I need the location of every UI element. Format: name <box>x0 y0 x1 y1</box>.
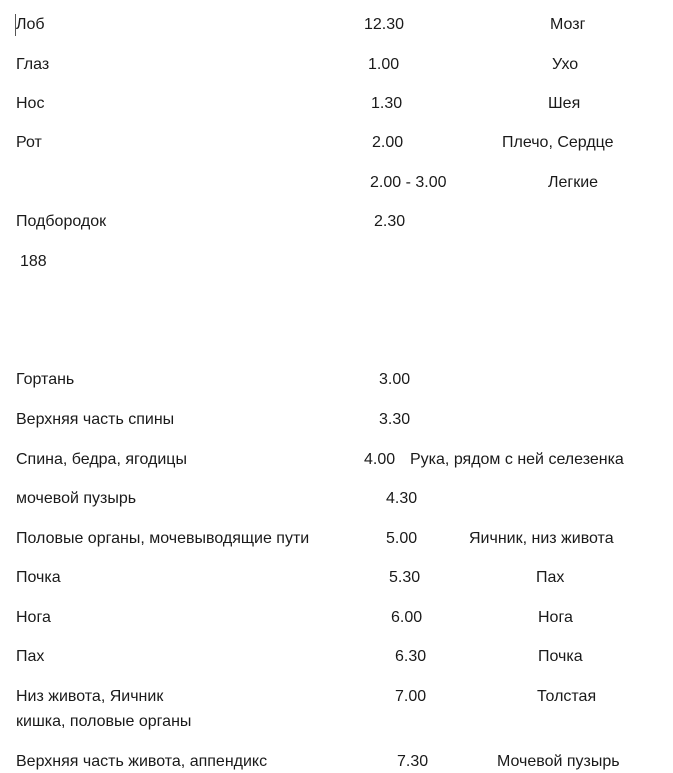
body-part-label: Подбородок <box>16 213 107 230</box>
time-value: 1.30 <box>371 95 403 112</box>
organ-label: Нога <box>538 609 573 626</box>
body-part-label: Нос <box>16 95 45 112</box>
time-value: 5.00 <box>386 530 418 547</box>
time-value: 3.30 <box>379 411 411 428</box>
organ-label: Почка <box>538 648 583 665</box>
body-part-label: Лоб <box>16 16 45 33</box>
time-value: 5.30 <box>389 569 421 586</box>
time-value: 1.00 <box>368 56 400 73</box>
body-part-label: Верхняя часть живота, аппендикс <box>16 753 268 770</box>
body-part-label: Пах <box>16 648 45 665</box>
body-part-label: Глаз <box>16 56 50 73</box>
time-value: 12.30 <box>364 16 405 33</box>
page-number: 188 <box>20 253 47 270</box>
time-value: 4.30 <box>386 490 418 507</box>
organ-label: Рука, рядом с ней селезенка <box>410 451 624 468</box>
body-part-label: мочевой пузырь <box>16 490 137 507</box>
time-value: 2.00 <box>372 134 404 151</box>
body-part-label: Нога <box>16 609 51 626</box>
organ-label: Пах <box>536 569 565 586</box>
body-part-label-continued: кишка, половые органы <box>16 713 192 730</box>
organ-label: Плечо, Сердце <box>502 134 614 151</box>
body-part-label: Гортань <box>16 371 75 388</box>
time-value: 4.00 <box>364 451 396 468</box>
body-part-label: Спина, бедра, ягодицы <box>16 451 187 468</box>
organ-label: Толстая <box>537 688 597 705</box>
time-value: 2.30 <box>374 213 406 230</box>
organ-label: Мочевой пузырь <box>497 753 620 770</box>
time-value: 7.30 <box>397 753 429 770</box>
body-part-label: Рот <box>16 134 42 151</box>
organ-label: Мозг <box>550 16 586 33</box>
organ-label: Легкие <box>548 174 599 191</box>
organ-label: Ухо <box>552 56 579 73</box>
body-part-label: Половые органы, мочевыводящие пути <box>16 530 310 547</box>
body-part-label: Верхняя часть спины <box>16 411 175 428</box>
time-value: 7.00 <box>395 688 427 705</box>
organ-label: Яичник, низ живота <box>469 530 614 547</box>
body-part-label: Почка <box>16 569 61 586</box>
time-value: 6.30 <box>395 648 427 665</box>
body-part-label: Низ живота, Яичник <box>16 688 164 705</box>
time-value: 2.00 - 3.00 <box>370 174 447 191</box>
organ-label: Шея <box>548 95 581 112</box>
time-value: 6.00 <box>391 609 423 626</box>
time-value: 3.00 <box>379 371 411 388</box>
